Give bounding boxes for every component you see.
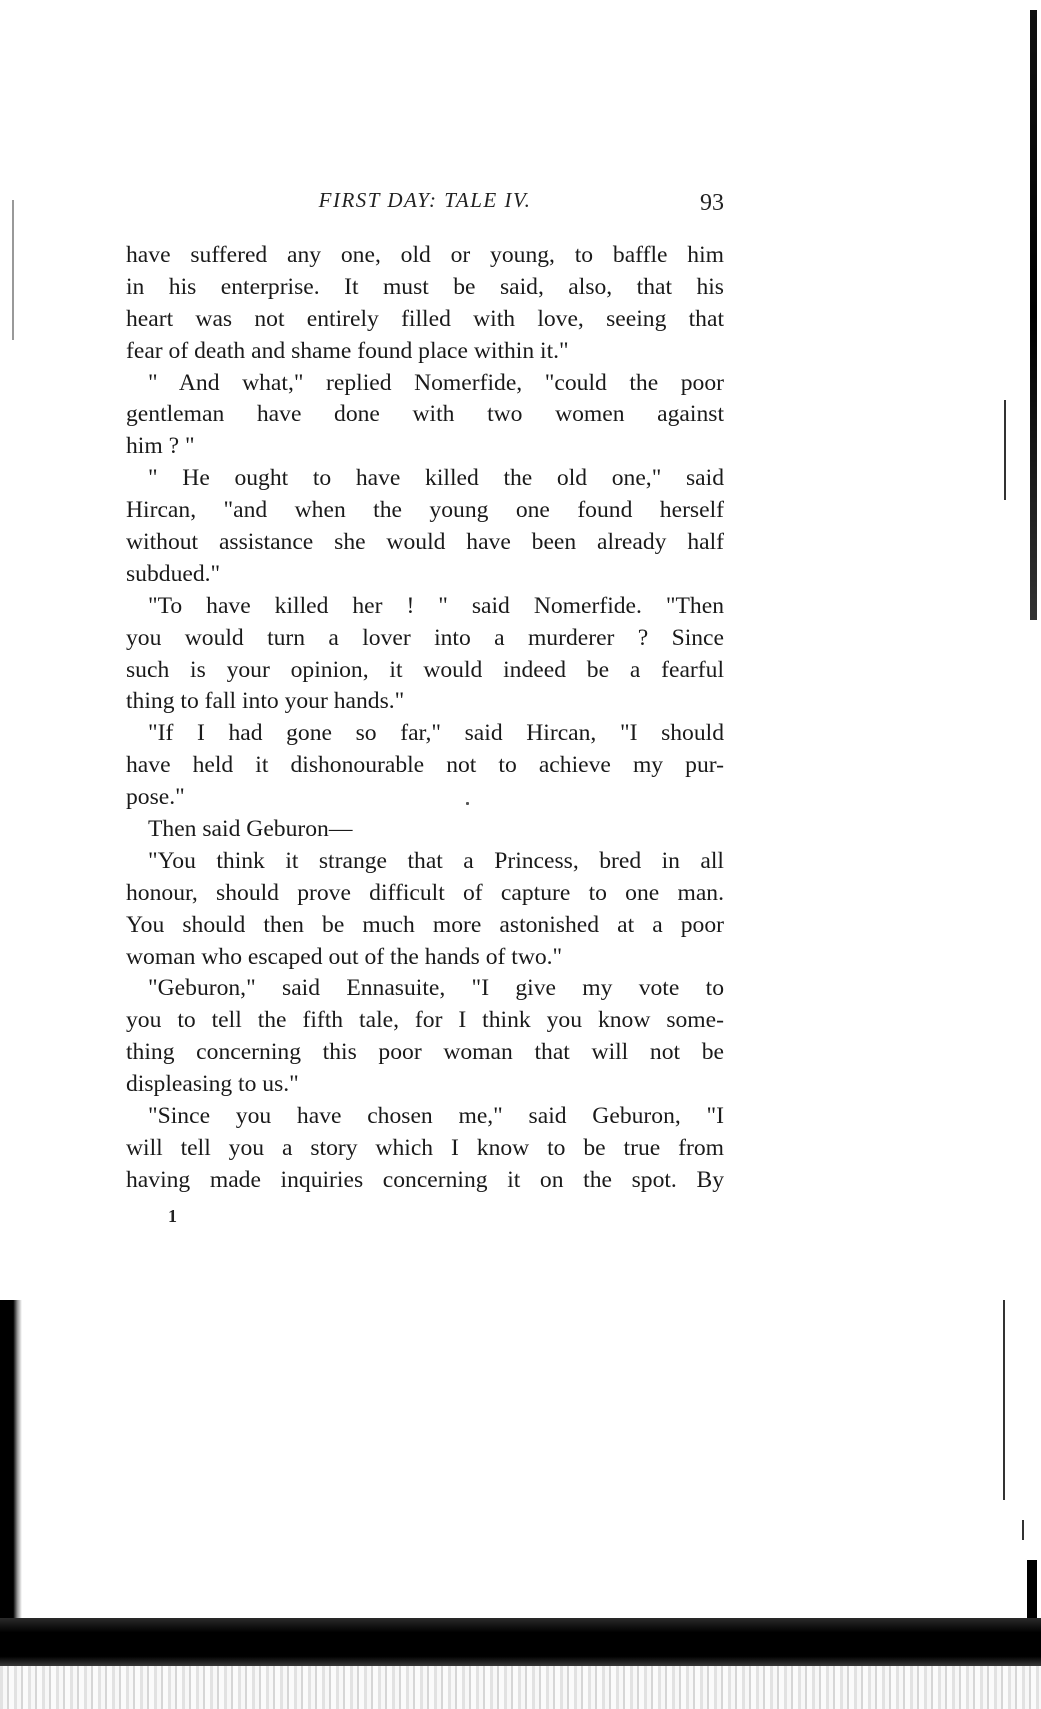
text-line: have suffered any one, old or young, to baffle him (126, 242, 724, 268)
running-head (126, 188, 724, 218)
body-text (126, 240, 724, 1197)
text-line: woman who escaped out of the hands of two." (126, 943, 563, 970)
text-line: "You think it strange that a Princess, bred in all (148, 847, 724, 874)
scan-edge-left (0, 1300, 22, 1620)
text-line: "Geburon," said Ennasuite, "I give my vote to (148, 975, 724, 1002)
signature-mark: 1 (168, 1206, 177, 1226)
text-line: thing concerning this poor woman that will not be (126, 1039, 724, 1066)
text-line: having made inquiries concerning it on the spot. By (126, 1166, 724, 1193)
text-line: Then said Geburon— (148, 816, 353, 843)
text-line: in his enterprise. It must be said, also, that his (126, 273, 724, 300)
text-line: You should then be much more astonished at a poor (126, 911, 724, 938)
scan-bar-bottom (0, 1618, 1041, 1666)
text-line: displeasing to us." (126, 1071, 299, 1098)
text-line: " He ought to have killed the old one," said (148, 465, 724, 492)
text-line: you would turn a lover into a murderer ? Since (126, 624, 724, 651)
text-line: honour, should prove difficult of capture to one man. (126, 879, 724, 906)
scan-speck (466, 802, 469, 805)
text-line: him ? " (126, 433, 195, 460)
text-line: you to tell the fifth tale, for I think you know some- (126, 1007, 724, 1034)
text-line: thing to fall into your hands." (126, 688, 405, 715)
scan-edge-right-bottom (1027, 1560, 1037, 1620)
text-line: have held it dishonourable not to achieve my pur- (126, 752, 724, 779)
text-line: such is your opinion, it would indeed be a fearful (126, 656, 724, 683)
text-line: without assistance she would have been already half (126, 529, 724, 556)
text-line: gentleman have done with two women against (126, 401, 724, 428)
scan-mark (1003, 1300, 1005, 1500)
scan-mark (1022, 1520, 1024, 1540)
scan-mark (12, 200, 14, 340)
running-title: FIRST DAY: TALE IV. (318, 188, 532, 212)
text-line: will tell you a story which I know to be true from (126, 1134, 724, 1161)
text-line: " And what," replied Nomerfide, "could the poor (148, 369, 724, 396)
page-number: 93 (700, 190, 724, 216)
text-line: subdued." (126, 560, 221, 587)
scan-edge-right (1030, 10, 1037, 620)
text-line: heart was not entirely filled with love, seeing that (126, 305, 724, 332)
text-line: "To have killed her ! " said Nomerfide. "Then (148, 592, 724, 619)
text-line: "If I had gone so far," said Hircan, "I should (148, 720, 724, 747)
text-line: "Since you have chosen me," said Geburon, "I (148, 1103, 724, 1130)
scan-noise (0, 1666, 1041, 1709)
text-line: pose." (126, 784, 185, 811)
text-line: Hircan, "and when the young one found herself (126, 497, 724, 524)
scan-mark (1004, 400, 1006, 500)
text-line: fear of death and shame found place within it." (126, 337, 569, 364)
